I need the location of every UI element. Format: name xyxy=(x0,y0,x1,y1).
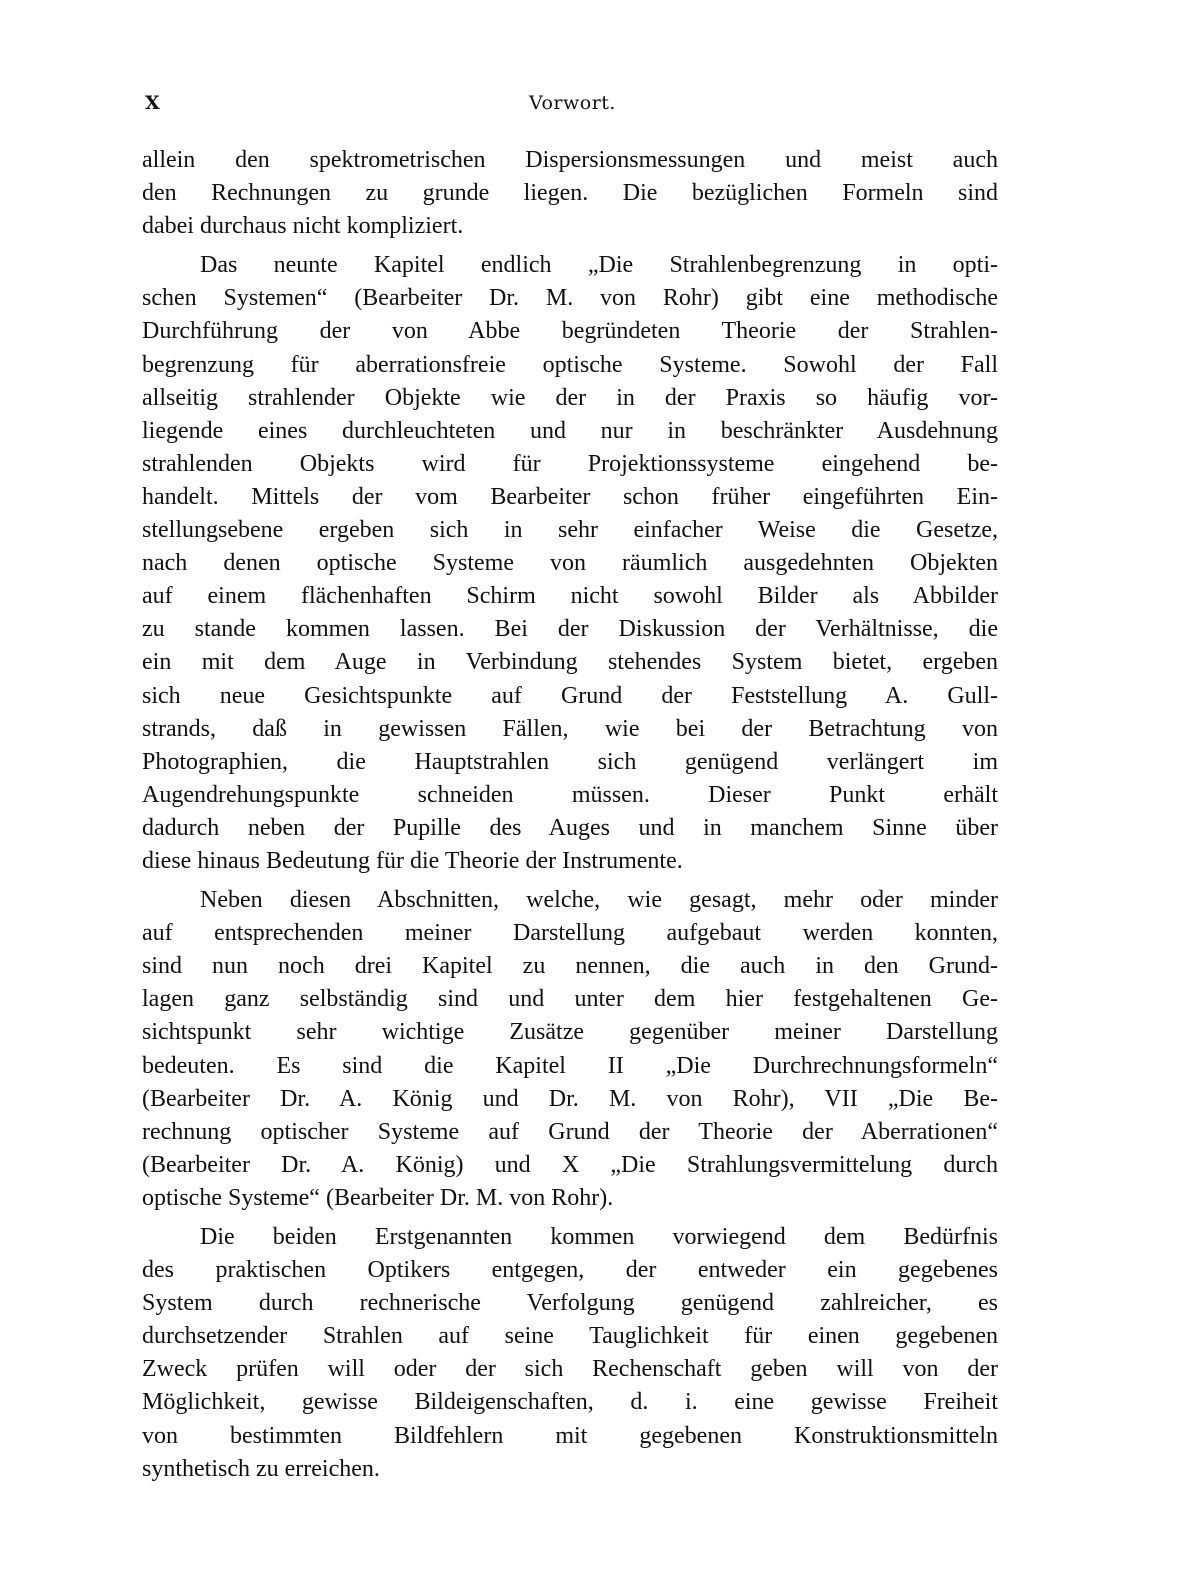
text-line: optische Systeme“ (Bearbeiter Dr. M. von Rohr). xyxy=(142,1184,614,1211)
text-line: Durchführung der von Abbe begründeten Theorie der Strahlen- xyxy=(142,318,998,345)
text-line: (Bearbeiter Dr. A. König und Dr. M. von Rohr), VII „Die Be- xyxy=(142,1085,998,1112)
text-line: synthetisch zu erreichen. xyxy=(142,1455,380,1482)
paragraph-1 xyxy=(142,144,998,243)
text-line: System durch rechnerische Verfolgung genügend zahlreicher, es xyxy=(142,1290,998,1317)
text-line: dabei durchaus nicht kompliziert. xyxy=(142,213,464,240)
text-line: den Rechnungen zu grunde liegen. Die bezüglichen Formeln sind xyxy=(142,180,998,207)
page-number: X xyxy=(145,92,161,114)
text-line: Neben diesen Abschnitten, welche, wie gesagt, mehr oder minder xyxy=(200,887,998,914)
text-line: Möglichkeit, gewisse Bildeigenschaften, d. i. eine gewisse Freiheit xyxy=(142,1389,998,1416)
paragraph-2 xyxy=(142,249,998,878)
text-line: stellungsebene ergeben sich in sehr einfacher Weise die Gesetze, xyxy=(142,517,998,544)
paragraph-4 xyxy=(142,1221,998,1486)
text-line: bedeuten. Es sind die Kapitel II „Die Durchrechnungsformeln“ xyxy=(142,1052,998,1079)
text-line: lagen ganz selbständig sind und unter dem hier festgehaltenen Ge- xyxy=(142,986,998,1013)
text-line: zu stande kommen lassen. Bei der Diskussion der Verhältnisse, die xyxy=(142,616,998,643)
text-line: sich neue Gesichtspunkte auf Grund der Feststellung A. Gull- xyxy=(142,682,998,709)
text-line: rechnung optischer Systeme auf Grund der Theorie der Aberrationen“ xyxy=(142,1118,998,1145)
text-line: Das neunte Kapitel endlich „Die Strahlenbegrenzung in opti- xyxy=(200,252,998,279)
text-line: schen Systemen“ (Bearbeiter Dr. M. von Rohr) gibt eine methodische xyxy=(142,285,998,312)
text-line: des praktischen Optikers entgegen, der entweder ein gegebenes xyxy=(142,1257,998,1284)
text-line: sichtspunkt sehr wichtige Zusätze gegenüber meiner Darstellung xyxy=(142,1019,998,1046)
text-line: dadurch neben der Pupille des Auges und in manchem Sinne über xyxy=(142,814,998,841)
text-line: strands, daß in gewissen Fällen, wie bei der Betrachtung von xyxy=(142,715,998,742)
text-line: handelt. Mittels der vom Bearbeiter schon früher eingeführten Ein- xyxy=(142,483,998,510)
text-line: Photographien, die Hauptstrahlen sich genügend verlängert im xyxy=(142,748,998,775)
text-line: ein mit dem Auge in Verbindung stehendes System bietet, ergeben xyxy=(142,649,998,676)
body-text xyxy=(142,144,998,1486)
paragraph-3 xyxy=(142,884,998,1215)
text-line: durchsetzender Strahlen auf seine Tauglichkeit für einen gegebenen xyxy=(142,1323,998,1350)
text-line: auf einem flächenhaften Schirm nicht sowohl Bilder als Abbilder xyxy=(142,583,998,610)
running-title: Vorwort. xyxy=(529,92,616,114)
text-line: sind nun noch drei Kapitel zu nennen, die auch in den Grund- xyxy=(142,953,998,980)
text-line: allein den spektrometrischen Dispersionsmessungen und meist auch xyxy=(142,147,998,173)
text-line: Augendrehungspunkte schneiden müssen. Dieser Punkt erhält xyxy=(142,781,998,808)
text-line: von bestimmten Bildfehlern mit gegebenen Konstruktionsmitteln xyxy=(142,1422,998,1449)
text-line: begrenzung für aberrationsfreie optische Systeme. Sowohl der Fall xyxy=(142,351,998,378)
text-line: strahlenden Objekts wird für Projektionssysteme eingehend be- xyxy=(142,450,998,477)
text-line: (Bearbeiter Dr. A. König) und X „Die Strahlungsvermittelung durch xyxy=(142,1151,998,1178)
text-line: diese hinaus Bedeutung für die Theorie der Instrumente. xyxy=(142,847,683,874)
text-line: Zweck prüfen will oder der sich Rechenschaft geben will von der xyxy=(142,1356,998,1383)
text-line: allseitig strahlender Objekte wie der in der Praxis so häufig vor- xyxy=(142,384,998,411)
text-line: liegende eines durchleuchteten und nur in beschränkter Ausdehnung xyxy=(142,417,998,444)
text-line: nach denen optische Systeme von räumlich ausgedehnten Objekten xyxy=(142,550,998,577)
text-line: Die beiden Erstgenannten kommen vorwiegend dem Bedürfnis xyxy=(200,1224,998,1250)
text-line: auf entsprechenden meiner Darstellung aufgebaut werden konnten, xyxy=(142,920,998,947)
page-header xyxy=(145,88,1000,118)
